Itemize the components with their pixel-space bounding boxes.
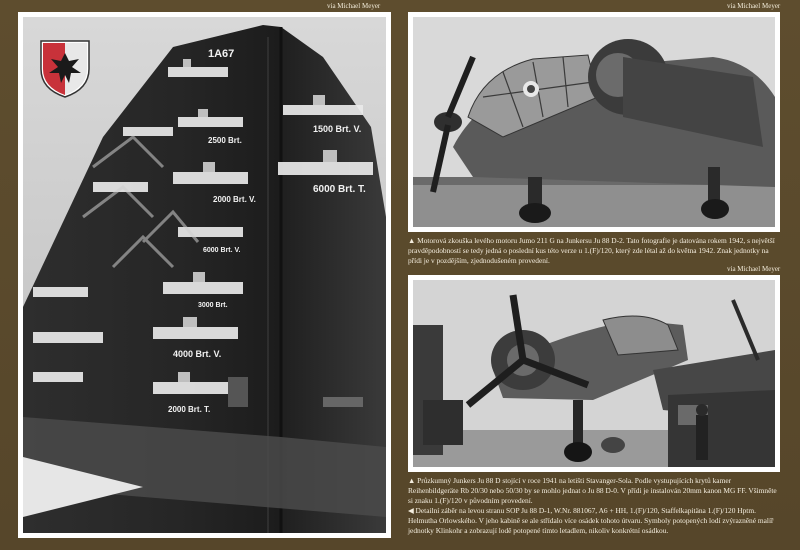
engine-photo-frame <box>408 12 780 232</box>
caption-detail-text: ◀ Detailní záběr na levou stranu SOP Ju 88 D-1, W.Nr. 881067, A6 + HH, 1.(F)/120, Staffelkapitäna 1.(F)/120 Hptm. Helmutha Orlowského. V jeho kabině se ale střídalo více osádek tohoto útvaru. Symboly potopených lodí zvýrazněné malíř jednotky Klinkohr a zobrazují lodě potopené tímto letadlem, nikoliv konkrétní osádkou. <box>408 506 774 535</box>
caption-bottom-right <box>408 476 780 536</box>
caption-engine-text: ▲ Motorová zkouška levého motoru Jumo 211 G na Junkersu Ju 88 D-2. Tato fotografie je datována rokem 1942, s největší pravděpodobností se tedy jedná o poslední kus této verze u 1.(F)/120, který zde létal až do května 1942. Znak jednotky na přídi je v pozdějším, zjednodušeném provedení. <box>408 236 775 265</box>
credit-top-right: via Michael Meyer <box>727 2 781 10</box>
tail-kill-label-3: 6000 Brt. T. <box>313 184 366 195</box>
caption-recon-text: ▲ Průzkumný Junkers Ju 88 D stojící v roce 1941 na letišti Stavanger-Sola. Podle vystupujících krytů kamer Reihenbildgeräte Rb 20/30 nebo 50/30 by se mohlo jednat o Ju 88 D-0. V přídi je instalován 20mm kanon MG FF. Všimněte si znaku 1.(F)/120 v původním provedení. <box>408 476 777 505</box>
credit-mid-right: via Michael Meyer <box>727 265 781 273</box>
tail-kill-label-7: 4000 Brt. V. <box>173 349 222 359</box>
tail-photo <box>23 17 386 533</box>
recon-photo <box>413 280 775 467</box>
tail-kill-label-2: 2500 Brt. <box>208 136 242 145</box>
shield-eagle-icon <box>39 39 91 99</box>
tail-kill-label-8: 2000 Brt. T. <box>168 405 211 414</box>
recon-photo-frame <box>408 275 780 472</box>
tail-kill-label-1: 1500 Brt. V. <box>313 124 362 134</box>
recon-photo-image <box>413 280 775 467</box>
engine-photo-image <box>413 17 775 227</box>
tail-photo-frame <box>18 12 391 538</box>
tail-kill-label-5: 6000 Brt. V. <box>203 247 241 254</box>
engine-photo <box>413 17 775 227</box>
credit-left: via Michael Meyer <box>327 2 381 10</box>
tail-kill-label-6: 3000 Brt. <box>198 302 228 309</box>
tail-kill-label-4: 2000 Brt. V. <box>213 195 256 204</box>
caption-top-right <box>408 236 780 266</box>
tail-tally-top: 1A67 <box>208 48 235 60</box>
